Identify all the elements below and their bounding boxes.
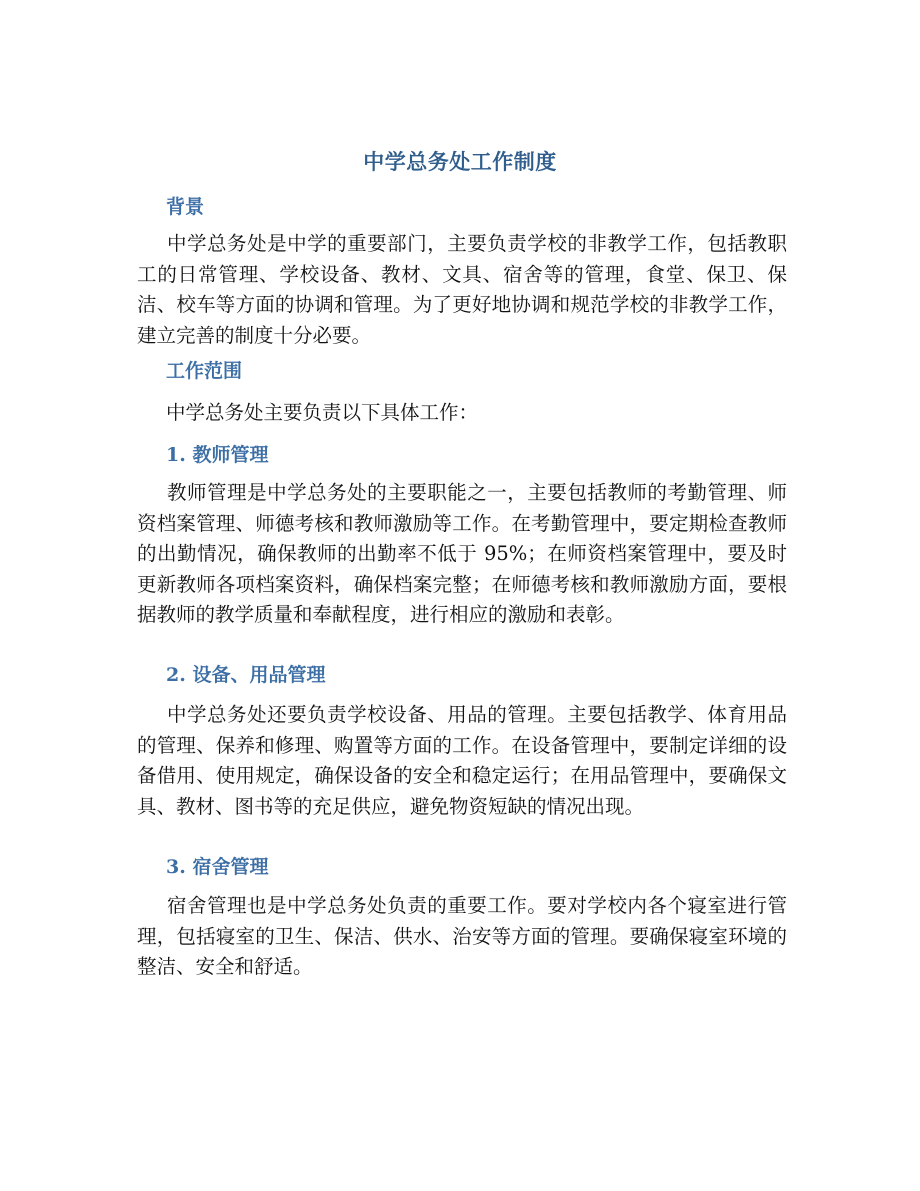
- section-heading-scope: 工作范围: [166, 360, 243, 382]
- section-heading-background: 背景: [166, 196, 205, 218]
- section-body-dormitory-management: 宿舍管理也是中学总务处负责的重要工作。要对学校内各个寝室进行管理，包括寝室的卫生、保洁、供水、治安等方面的管理。要确保寝室环境的整洁、安全和舒适。: [137, 894, 787, 978]
- section-heading-teacher-management: 1. 教师管理: [166, 444, 269, 466]
- document-title: 中学总务处工作制度: [363, 149, 557, 174]
- section-body-teacher-management: 教师管理是中学总务处的主要职能之一，主要包括教师的考勤管理、师资档案管理、师德考核和教师激励等工作。在考勤管理中，要定期检查教师的出勤情况，确保教师的出勤率不低于 95%；在师资档案管理中，要及时更新教师各项档案资料，确保档案完整；在师德考核和教师激励方面，要根据教师的教学质量和奉献程度，进行相应的激励和表彰。: [137, 481, 787, 626]
- section-body-equipment-management: 中学总务处还要负责学校设备、用品的管理。主要包括教学、体育用品的管理、保养和修理、购置等方面的工作。在设备管理中，要制定详细的设备借用、使用规定，确保设备的安全和稳定运行；在用品管理中，要确保文具、教材、图书等的充足供应，避免物资短缺的情况出现。: [137, 703, 787, 818]
- section-heading-dormitory-management: 3. 宿舍管理: [166, 856, 269, 878]
- section-heading-equipment-management: 2. 设备、用品管理: [166, 664, 326, 686]
- section-body-scope: 中学总务处主要负责以下具体工作：: [166, 401, 479, 424]
- section-body-background: 中学总务处是中学的重要部门，主要负责学校的非教学工作，包括教职工的日常管理、学校设备、教材、文具、宿舍等的管理，食堂、保卫、保洁、校车等方面的协调和管理。为了更好地协调和规范学校的非教学工作，建立完善的制度十分必要。: [137, 232, 787, 347]
